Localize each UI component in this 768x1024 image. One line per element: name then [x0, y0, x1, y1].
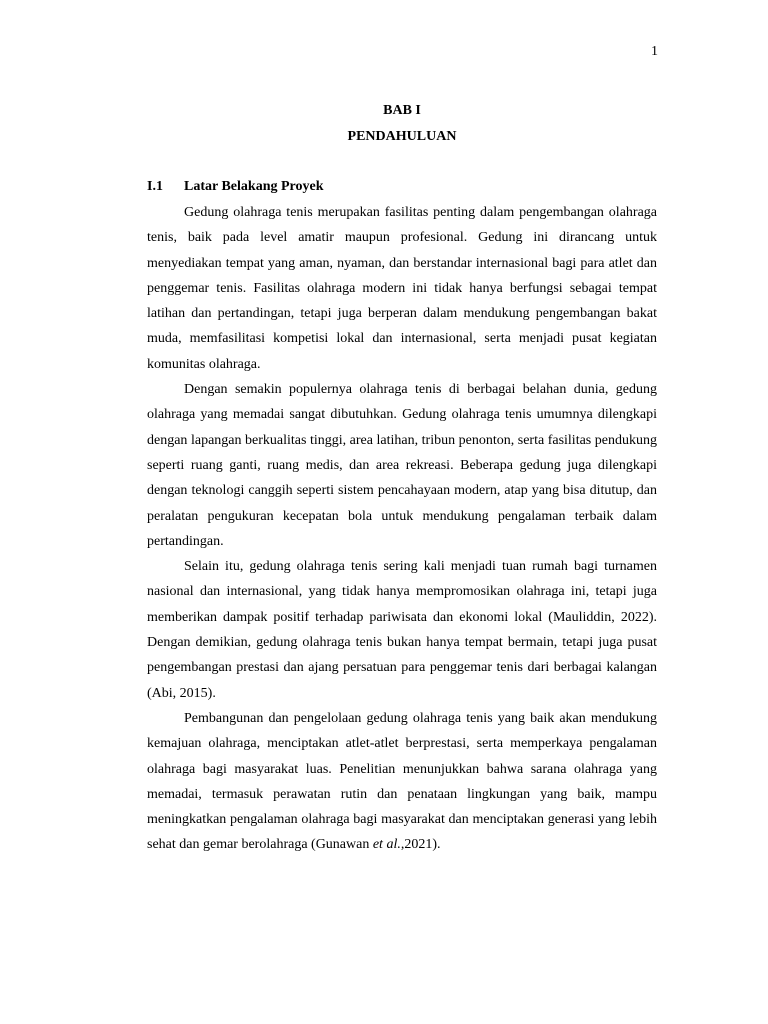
- citation-year: ,2021).: [400, 837, 441, 853]
- section-number: I.1: [147, 179, 163, 194]
- section-title: Latar Belakang Proyek: [184, 179, 324, 194]
- section-heading: [147, 179, 324, 195]
- paragraph: [147, 706, 657, 858]
- chapter-title: PENDAHULUAN: [347, 129, 457, 144]
- chapter-number: BAB I: [383, 103, 421, 118]
- page-number: 1: [651, 44, 658, 59]
- body-text: [147, 200, 657, 858]
- paragraph: Selain itu, gedung olahraga tenis sering kali menjadi tuan rumah bagi turnamen nasional dan internasional, yang tidak hanya mempromosikan olahraga ini, tetapi juga memberikan dampak positif terhadap pariwisata dan ekonomi lokal (Mauliddin, 2022). Dengan demikian, gedung olahraga tenis bukan hanya tempat bermain, tetapi juga pusat pengembangan prestasi dan ajang persatuan para penggemar tenis dari berbagai kalangan (Abi, 2015).: [147, 559, 657, 701]
- citation-et-al: et al.: [372, 837, 401, 853]
- paragraph: Gedung olahraga tenis merupakan fasilitas penting dalam pengembangan olahraga tenis, baik pada level amatir maupun profesional. Gedung ini dirancang untuk menyediakan tempat yang aman, nyaman, dan berstandar internasional bagi para atlet dan penggemar tenis. Fasilitas olahraga modern ini tidak hanya berfungsi sebagai tempat latihan dan pertandingan, tetapi juga berperan dalam mendukung pengembangan bakat muda, memfasilitasi kompetisi lokal dan internasional, serta menjadi pusat kegiatan komunitas olahraga.: [147, 205, 657, 372]
- paragraph: Dengan semakin populernya olahraga tenis di berbagai belahan dunia, gedung olahraga yang memadai sangat dibutuhkan. Gedung olahraga tenis umumnya dilengkapi dengan lapangan berkualitas tinggi, area latihan, tribun penonton, serta fasilitas pendukung seperti ruang ganti, ruang medis, dan area rekreasi. Beberapa gedung juga dilengkapi dengan teknologi canggih seperti sistem pencahayaan modern, atap yang bisa ditutup, dan peralatan pengukuran kecepatan bola untuk mendukung pengalaman terbaik dalam pertandingan.: [147, 382, 657, 549]
- paragraph-text: Pembangunan dan pengelolaan gedung olahraga tenis yang baik akan mendukung kemajuan olahraga, menciptakan atlet-atlet berprestasi, serta memperkaya pengalaman olahraga bagi masyarakat luas. Penelitian menunjukkan bahwa sarana olahraga yang memadai, termasuk perawatan rutin dan penataan lingkungan yang baik, mampu meningkatkan pengalaman olahraga bagi masyarakat dan menciptakan generasi yang lebih sehat dan gemar berolahraga (Gunawan: [147, 710, 657, 853]
